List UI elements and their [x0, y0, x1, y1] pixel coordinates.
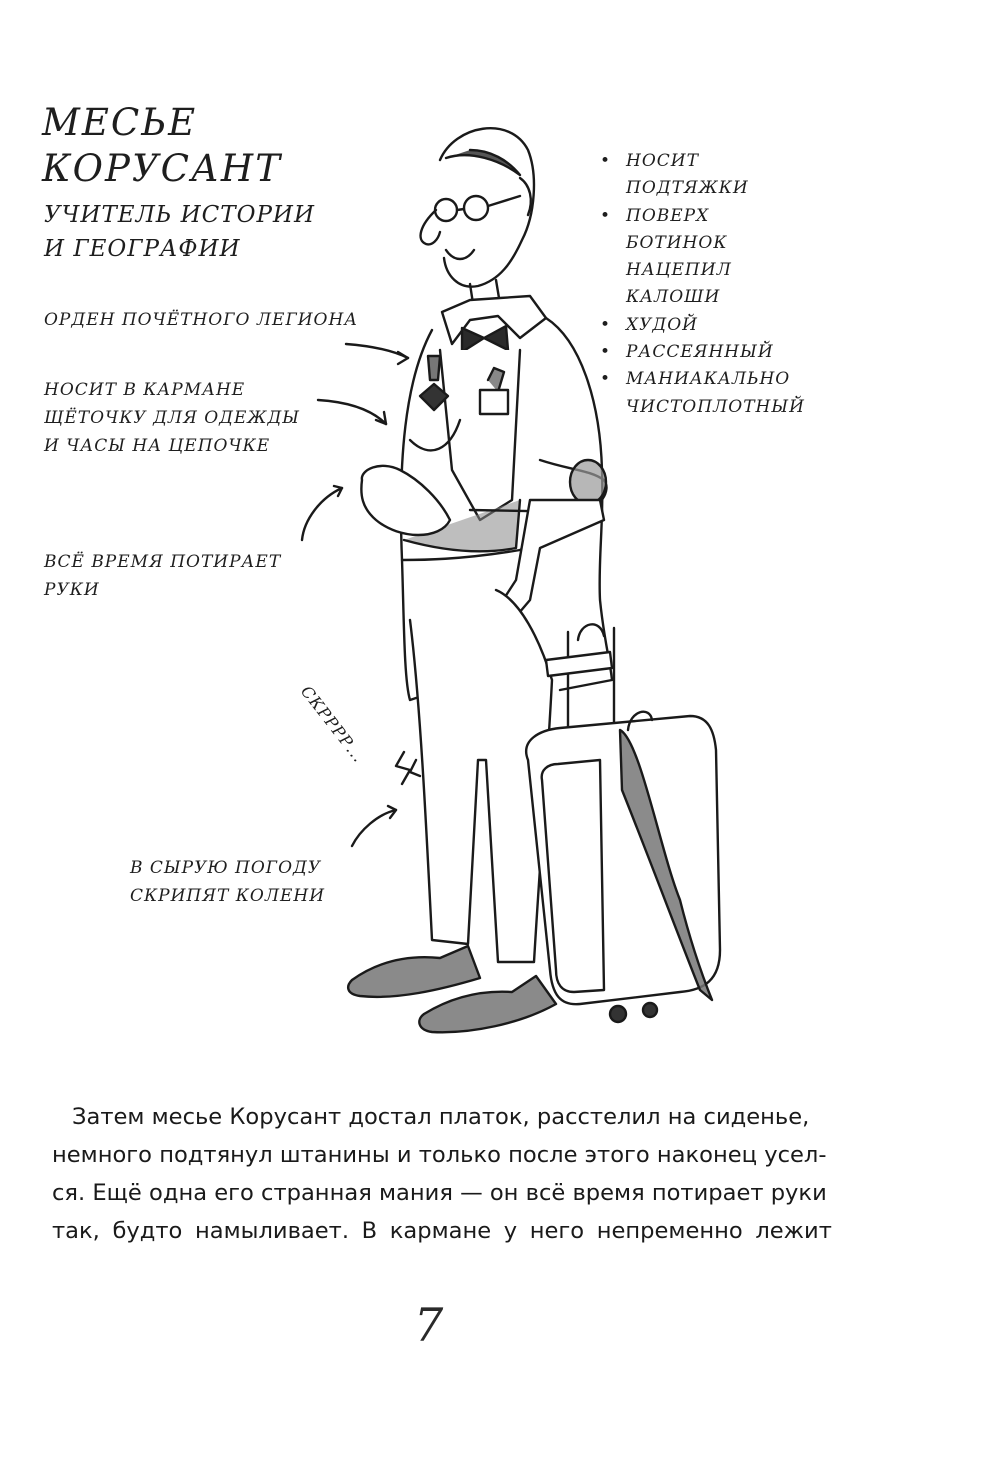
- bullet-icon: •: [600, 151, 612, 171]
- annotation-knees-line2: СКРИПЯТ КОЛЕНИ: [130, 886, 326, 906]
- annotation-legion: [44, 306, 358, 334]
- trait-line: [600, 284, 805, 311]
- body-word: у: [503, 1218, 518, 1244]
- trait-line: [600, 230, 805, 257]
- body-line-2: немного подтянул штанины и только после этого наконец усел-: [52, 1142, 827, 1168]
- trait-text: КАЛОШИ: [626, 287, 721, 308]
- body-word: него: [529, 1218, 585, 1244]
- body-word: намыливает.: [194, 1218, 350, 1244]
- bullet-icon: •: [600, 205, 612, 226]
- trait-line: [600, 339, 805, 366]
- trait-line: [600, 394, 805, 421]
- annotation-knees-line1: В СЫРУЮ ПОГОДУ: [130, 858, 322, 878]
- page-number: 7: [414, 1298, 444, 1352]
- trait-text: МАНИАКАЛЬНО: [626, 369, 791, 390]
- annotation-hands-line2: РУКИ: [44, 580, 100, 600]
- body-word: кармане: [389, 1218, 492, 1244]
- trait-line: [600, 312, 805, 339]
- body-paragraph: [52, 1098, 832, 1250]
- trait-text: РАССЕЯННЫЙ: [626, 342, 774, 363]
- character-role: [44, 198, 315, 266]
- trait-text: ПОВЕРХ: [626, 205, 710, 226]
- bullet-icon: •: [600, 342, 612, 363]
- character-role-line1: УЧИТЕЛЬ ИСТОРИИ: [44, 202, 316, 228]
- annotation-creak-sound: СКРРРР...: [297, 682, 369, 767]
- body-word: будто: [112, 1218, 183, 1244]
- body-line-1: Затем месье Корусант достал платок, расстелил на сиденье,: [72, 1104, 810, 1130]
- trait-text: НОСИТ: [626, 151, 699, 171]
- annotation-legion-text: ОРДЕН ПОЧЁТНОГО ЛЕГИОНА: [44, 310, 359, 330]
- bullet-icon: •: [600, 314, 612, 335]
- body-line-3: ся. Ещё одна его странная мания — он всё время потирает руки: [52, 1180, 827, 1206]
- trait-text: ХУДОЙ: [626, 314, 698, 335]
- body-word: лежит: [755, 1218, 832, 1244]
- annotation-knees: [130, 854, 325, 910]
- body-word: так,: [52, 1218, 100, 1244]
- annotation-hands-line1: ВСЁ ВРЕМЯ ПОТИРАЕТ: [44, 552, 282, 572]
- bullet-icon: •: [600, 369, 612, 390]
- trait-line: [600, 148, 805, 175]
- body-word: непременно: [596, 1218, 743, 1244]
- character-name-line2: КОРУСАНТ: [42, 147, 282, 190]
- trait-line: [600, 257, 805, 284]
- annotation-pocket: [44, 376, 300, 460]
- trait-line: [600, 203, 805, 230]
- trait-line: [600, 175, 805, 202]
- trait-text: БОТИНОК: [626, 232, 728, 253]
- character-role-line2: И ГЕОГРАФИИ: [44, 236, 241, 262]
- trait-text: ЧИСТОПЛОТНЫЙ: [626, 396, 805, 417]
- annotation-pocket-line3: И ЧАСЫ НА ЦЕПОЧКЕ: [44, 436, 271, 456]
- trait-text: НАЦЕПИЛ: [626, 260, 732, 281]
- annotation-pocket-line1: НОСИТ В КАРМАНЕ: [44, 380, 246, 400]
- character-name-line1: МЕСЬЕ: [42, 101, 198, 144]
- character-name: [42, 100, 282, 192]
- body-line-4: [52, 1212, 832, 1250]
- trait-line: [600, 366, 805, 393]
- annotation-pocket-line2: ЩЁТОЧКУ ДЛЯ ОДЕЖДЫ: [44, 408, 301, 428]
- body-word: В: [361, 1218, 378, 1244]
- trait-text: ПОДТЯЖКИ: [626, 178, 749, 199]
- traits-list: [600, 148, 805, 421]
- annotation-hands: [44, 548, 281, 604]
